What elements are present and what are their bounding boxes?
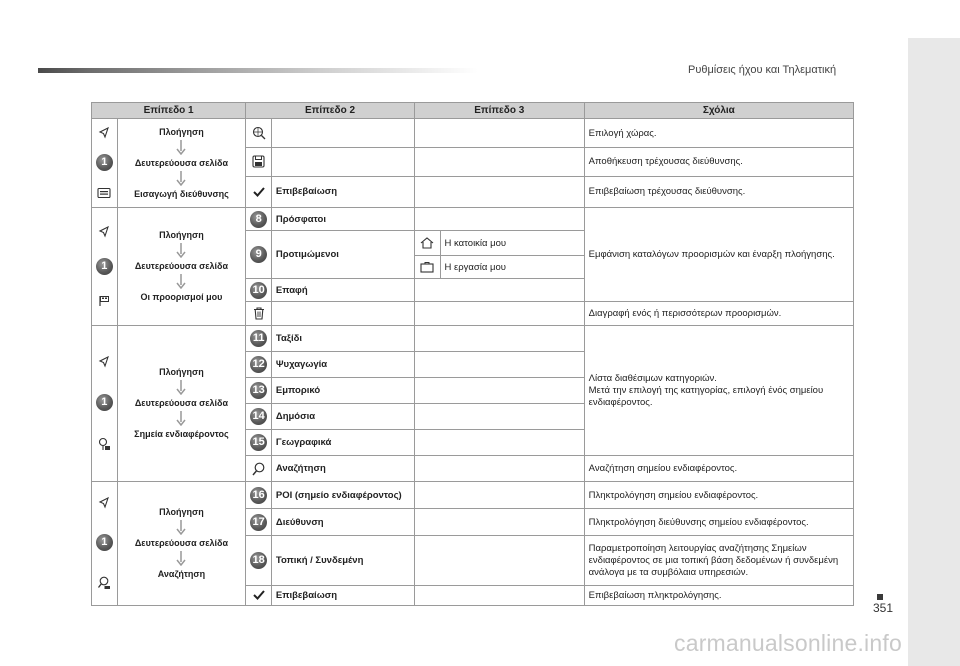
- group2-icons: [92, 208, 118, 326]
- navigation-arrow-icon: [98, 497, 110, 509]
- level2-poi: POI (σημείο ενδιαφέροντος): [271, 482, 414, 509]
- group4-menu-path: [117, 482, 245, 606]
- search-text-icon: [97, 576, 111, 590]
- arrow-down-icon: [174, 243, 188, 258]
- home-icon: [420, 237, 434, 249]
- arrow-down-icon: [174, 551, 188, 566]
- globe-search-icon: [252, 126, 266, 140]
- briefcase-icon: [420, 261, 434, 273]
- step-badge: 8: [250, 211, 267, 228]
- level2-confirm: Επιβεβαίωση: [271, 586, 414, 606]
- table-row: [92, 208, 854, 231]
- table-row: [92, 119, 854, 148]
- menu-level-navigation: Πλοήγηση: [159, 507, 204, 517]
- poi-icon: [97, 437, 111, 451]
- save-icon: [252, 155, 265, 168]
- comment-enter-poi: Πληκτρολόγηση σημείου ενδιαφέροντος.: [584, 482, 853, 509]
- level2-entertainment: Ψυχαγωγία: [271, 352, 414, 378]
- level2-contact: Επαφή: [271, 279, 414, 302]
- group3-icons: [92, 326, 118, 482]
- menu-level-secondary-page: Δευτερεύουσα σελίδα: [134, 157, 229, 168]
- level3-my-work: Η εργασία μου: [440, 256, 584, 279]
- step-badge: 9: [250, 246, 267, 263]
- arrow-down-icon: [174, 274, 188, 289]
- step-badge: 12: [250, 356, 267, 373]
- menu-level-search: Αναζήτηση: [157, 569, 206, 579]
- step-badge: 18: [250, 552, 267, 569]
- table-row: [92, 326, 854, 352]
- column-header-level1: Επίπεδο 1: [92, 103, 246, 119]
- step-badge: 1: [96, 394, 113, 411]
- navigation-arrow-icon: [98, 226, 110, 238]
- level2-commercial: Εμπορικό: [271, 378, 414, 404]
- menu-level-points-of-interest: Σημεία ενδιαφέροντος: [134, 429, 229, 439]
- trash-icon: [253, 307, 265, 320]
- step-badge: 13: [250, 382, 267, 399]
- comment-enter-poi-address: Πληκτρολόγηση διεύθυνσης σημείου ενδιαφέροντος.: [584, 509, 853, 536]
- header-gradient-bar: [38, 68, 478, 73]
- comment-select-country: Επιλογή χώρας.: [584, 119, 853, 148]
- level2-confirm: Επιβεβαίωση: [271, 176, 414, 207]
- keyboard-icon: [97, 187, 111, 199]
- level2-public: Δημόσια: [271, 404, 414, 430]
- arrow-down-icon: [174, 171, 188, 186]
- level2-recent: Πρόσφατοι: [271, 208, 414, 231]
- page-marker: [877, 594, 883, 600]
- page-header-title: Ρυθμίσεις ήχου και Τηλεματική: [688, 64, 837, 76]
- step-badge: 1: [96, 258, 113, 275]
- column-header-comments: Σχόλια: [584, 103, 853, 119]
- table-row: [92, 482, 854, 509]
- step-badge: 16: [250, 487, 267, 504]
- watermark: carmanualsonline.info: [674, 630, 902, 656]
- level2-geographic: Γεωγραφικά: [271, 430, 414, 456]
- column-header-level3: Επίπεδο 3: [414, 103, 584, 119]
- menu-level-enter-address: Εισαγωγή διεύθυνσης: [134, 188, 229, 199]
- level2-travel: Ταξίδι: [271, 326, 414, 352]
- group4-icons: [92, 482, 118, 606]
- comment-category-list: Λίστα διαθέσιμων κατηγοριών. Μετά την επιλογή της κατηγορίας, επιλογή ένός σημείου ενδιαφέροντος.: [584, 326, 853, 456]
- menu-level-secondary-page: Δευτερεύουσα σελίδα: [134, 538, 229, 548]
- step-badge: 1: [96, 534, 113, 551]
- comment-save-address: Αποθήκευση τρέχουσας διεύθυνσης.: [584, 148, 853, 176]
- level3-my-home: Η κατοικία μου: [440, 231, 584, 256]
- navigation-menu-table: [91, 102, 854, 606]
- menu-level-secondary-page: Δευτερεύουσα σελίδα: [134, 398, 229, 408]
- group2-menu-path: [117, 208, 245, 326]
- arrow-down-icon: [174, 380, 188, 395]
- level2-address: Διεύθυνση: [271, 509, 414, 536]
- menu-level-navigation: Πλοήγηση: [159, 230, 204, 240]
- step-badge: 1: [96, 154, 113, 171]
- comment-destination-lists: Εμφάνιση καταλόγων προορισμών και έναρξη πλοήγησης.: [584, 208, 853, 302]
- group3-menu-path: [117, 326, 245, 482]
- arrow-down-icon: [174, 520, 188, 535]
- step-badge: 15: [250, 434, 267, 451]
- step-badge: 11: [250, 330, 267, 347]
- level2-search: Αναζήτηση: [271, 456, 414, 482]
- comment-confirm-address: Επιβεβαίωση τρέχουσας διεύθυνσης.: [584, 176, 853, 207]
- side-strip: [908, 38, 960, 666]
- search-icon: [252, 462, 265, 476]
- checkmark-icon: [253, 590, 265, 600]
- globe-search-icon-cell: [246, 119, 272, 148]
- step-badge: 14: [250, 408, 267, 425]
- destination-flag-icon: [98, 295, 110, 307]
- comment-search-poi: Αναζήτηση σημείου ενδιαφέροντος.: [584, 456, 853, 482]
- menu-level-secondary-page: Δευτερεύουσα σελίδα: [134, 261, 229, 271]
- group1-icons: [92, 119, 118, 208]
- level2-favourites: Προτιμώμενοι: [271, 231, 414, 279]
- checkmark-icon: [253, 187, 265, 197]
- column-header-level2: Επίπεδο 2: [246, 103, 415, 119]
- table-header-row: [92, 103, 854, 119]
- comment-delete-destinations: Διαγραφή ενός ή περισσότερων προορισμών.: [584, 302, 853, 326]
- comment-search-mode-config: Παραμετροποίηση λειτουργίας αναζήτησης Σημείων ενδιαφέροντος σε μια τοπική βάση δεδομένων ή συνδεμένη ανάλογα με τα συμβόλαια υπηρεσιών.: [584, 536, 853, 586]
- menu-level-navigation: Πλοήγηση: [159, 126, 204, 137]
- step-badge: 17: [250, 514, 267, 531]
- menu-level-navigation: Πλοήγηση: [159, 367, 204, 377]
- navigation-arrow-icon: [98, 356, 110, 368]
- comment-confirm-entry: Επιβεβαίωση πληκτρολόγησης.: [584, 586, 853, 606]
- menu-level-my-destinations: Οι προορισμοί μου: [140, 292, 223, 302]
- level2-local-connected: Τοπική / Συνδεμένη: [271, 536, 414, 586]
- step-badge: 10: [250, 282, 267, 299]
- arrow-down-icon: [174, 140, 188, 155]
- group1-menu-path: [117, 119, 245, 208]
- arrow-down-icon: [174, 411, 188, 426]
- page-number: 351: [873, 601, 894, 615]
- navigation-arrow-icon: [98, 127, 110, 139]
